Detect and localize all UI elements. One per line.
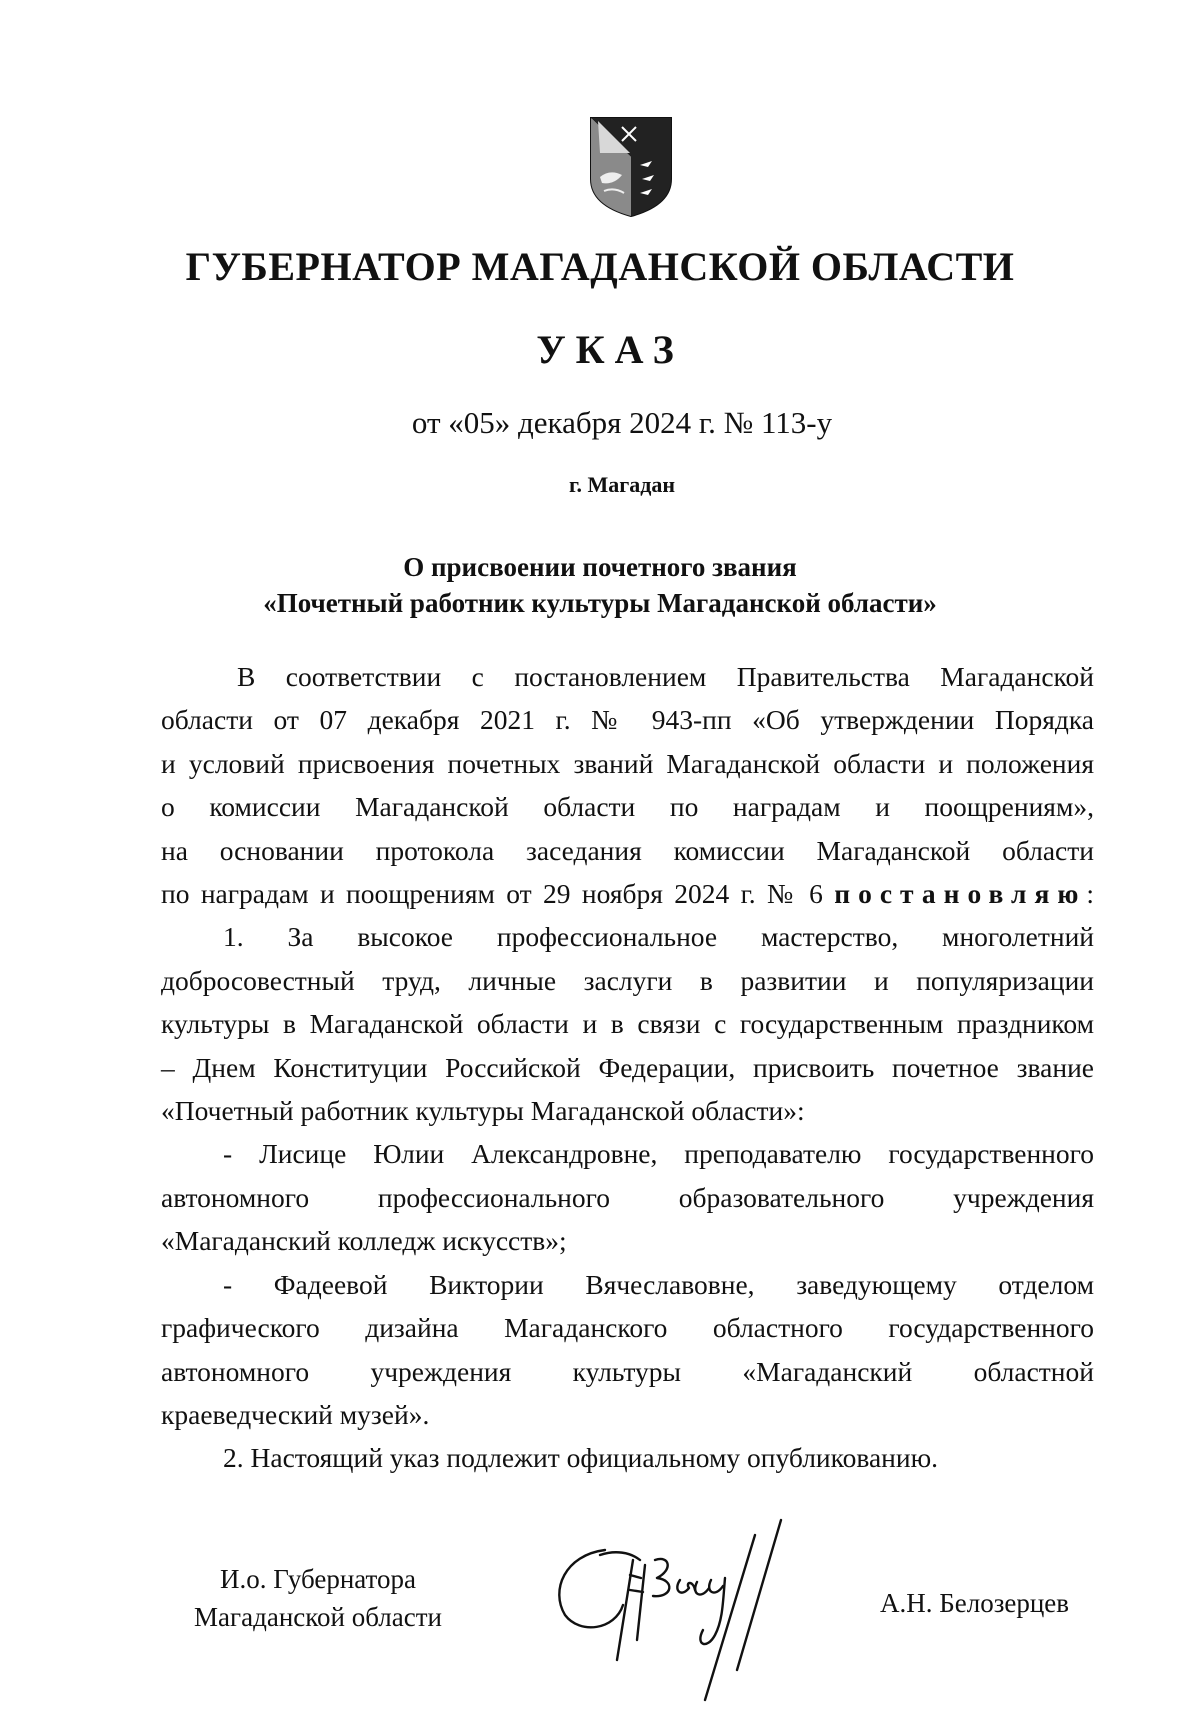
position-line: И.о. Губернатора xyxy=(219,1564,416,1594)
coat-of-arms-icon xyxy=(590,117,672,217)
colon: : xyxy=(1086,878,1095,910)
document-subject xyxy=(0,549,1200,621)
body-line: - Фадеевой Виктории Вячеславовне, заведующему отделом xyxy=(223,1268,1094,1300)
document-type: УКАЗ xyxy=(536,327,684,372)
body-line: о комиссии Магаданской области по наградам и поощрениям», xyxy=(161,791,1094,823)
body-line: и условий присвоения почетных званий Магаданской области и положения xyxy=(161,747,1094,779)
signatory-name: А.Н. Белозерцев xyxy=(880,1588,1070,1618)
body-line: 1. За высокое профессиональное мастерство, многолетний xyxy=(223,921,1094,953)
signatory-position xyxy=(168,1560,468,1636)
handwritten-signature xyxy=(545,1510,825,1715)
body-line: на основании протокола заседания комиссии Магаданской области xyxy=(161,834,1094,866)
city-line: г. Магадан xyxy=(568,472,676,497)
body-line xyxy=(161,872,1094,915)
authority-title: ГУБЕРНАТОР МАГАДАНСКОЙ ОБЛАСТИ xyxy=(185,244,1015,289)
body-line: краеведческий музей». xyxy=(161,1398,430,1430)
body-line: культуры в Магаданской области и в связи с государственным праздником xyxy=(161,1008,1094,1040)
body-line: «Почетный работник культуры Магаданской области»: xyxy=(161,1095,805,1127)
body-line: добросовестный труд, личные заслуги в развитии и популяризации xyxy=(161,964,1094,996)
body-line: В соответствии с постановлением Правительства Магаданской xyxy=(237,661,1094,692)
subject-line: О присвоении почетного звания xyxy=(403,552,797,582)
body-line: «Магаданский колледж искусств»; xyxy=(161,1225,567,1257)
subject-line: «Почетный работник культуры Магаданской области» xyxy=(263,588,937,618)
body-line: автономного профессионального образовательного учреждения xyxy=(161,1181,1094,1213)
body-line: области от 07 декабря 2021 г. № 943-пп «Об утверждении Порядка xyxy=(161,704,1094,736)
position-line: Магаданской области xyxy=(194,1602,442,1632)
body-line: автономного учреждения культуры «Магаданский областной xyxy=(161,1355,1094,1387)
decree-word: постановляю xyxy=(834,878,1087,910)
body-text: по наградам и поощрениям от 29 ноября 2024 г. № 6 xyxy=(161,878,823,910)
date-number-line: от «05» декабря 2024 г. № 113-у xyxy=(411,405,833,440)
body-line: - Лисице Юлии Александровне, преподавателю государственного xyxy=(223,1138,1094,1170)
body-line: 2. Настоящий указ подлежит официальному опубликованию. xyxy=(223,1442,939,1474)
body-line: графического дизайна Магаданского областного государственного xyxy=(161,1312,1094,1344)
document-body xyxy=(161,655,1094,1480)
body-line: – Днем Конституции Российской Федерации, присвоить почетное звание xyxy=(161,1051,1094,1083)
